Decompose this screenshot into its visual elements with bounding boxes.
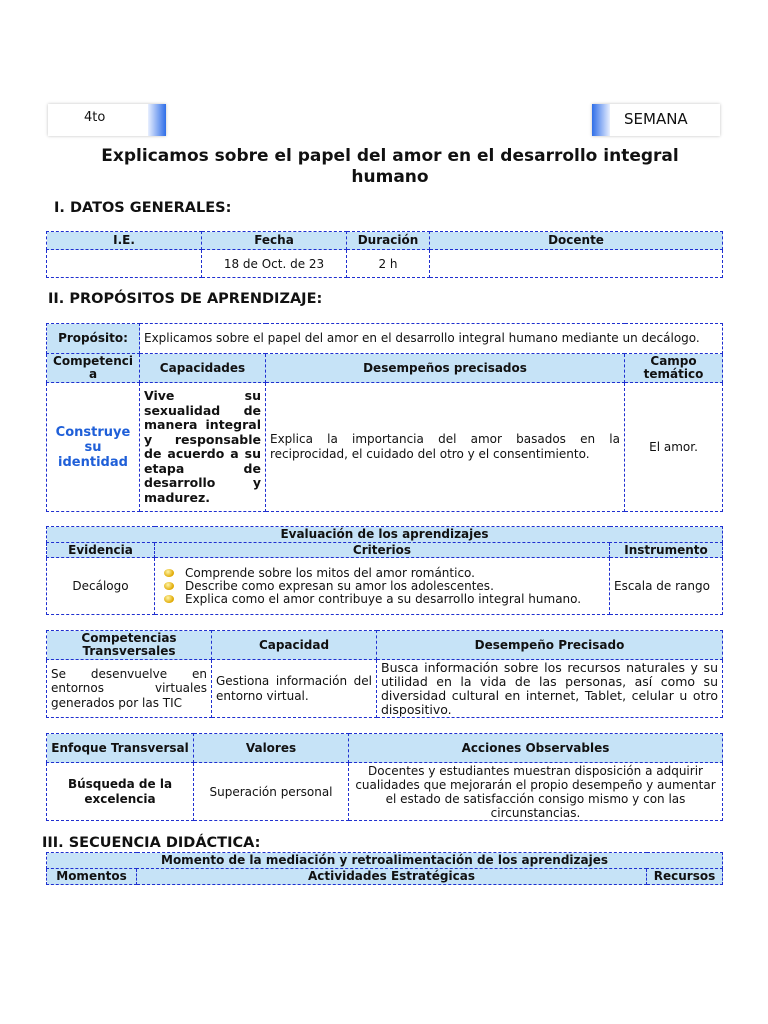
- competencia-value: Construye su identidad: [47, 383, 140, 512]
- section-secuencia: III. SECUENCIA DIDÁCTICA:: [42, 835, 261, 851]
- enfoque-value: Búsqueda de la excelencia: [47, 763, 194, 821]
- header-campo-tematico: Campo temático: [625, 354, 723, 383]
- transversales-table: [46, 630, 723, 718]
- header-valores: Valores: [194, 734, 349, 763]
- criterio-item: Explica como el amor contribuye a su desarrollo integral humano.: [159, 593, 605, 606]
- header-capacidades: Capacidades: [140, 354, 266, 383]
- grade-tag: [48, 104, 166, 136]
- week-tag-accent: [592, 104, 610, 136]
- valor-value: Superación personal: [194, 763, 349, 821]
- evaluacion-title: Evaluación de los aprendizajes: [47, 527, 723, 543]
- header-criterios: Criterios: [155, 543, 610, 558]
- instrumento-value: Escala de rango: [610, 558, 723, 615]
- header-instrumento: Instrumento: [610, 543, 723, 558]
- bullet-icon: [164, 595, 174, 603]
- desempeno-value: Explica la importancia del amor basados en la reciprocidad, el cuidado del otro y el consentimiento.: [266, 383, 625, 512]
- evaluacion-table: [46, 526, 723, 615]
- competencia-transversal-value: Se desenvuelve en entornos virtuales generados por las TIC: [47, 660, 212, 718]
- datos-generales-table: [46, 231, 723, 278]
- header-recursos: Recursos: [647, 869, 723, 885]
- header-ie: I.E.: [47, 232, 202, 250]
- criterio-item: Comprende sobre los mitos del amor romántico.: [159, 567, 605, 580]
- grade-tag-accent: [148, 104, 166, 136]
- bullet-icon: [164, 569, 174, 577]
- capacidad-transversal-value: Gestiona información del entorno virtual.: [212, 660, 377, 718]
- week-tag: [592, 104, 720, 136]
- criterio-item: Describe como expresan su amor los adolescentes.: [159, 580, 605, 593]
- header-desempeno-precisado: Desempeño Precisado: [377, 631, 723, 660]
- header-duracion: Duración: [347, 232, 430, 250]
- header-evidencia: Evidencia: [47, 543, 155, 558]
- criterios-list: [155, 558, 610, 615]
- enfoque-table: [46, 733, 723, 821]
- secuencia-title: Momento de la mediación y retroalimentación de los aprendizajes: [47, 853, 723, 869]
- propositos-table: [46, 323, 723, 512]
- header-enfoque: Enfoque Transversal: [47, 734, 194, 763]
- desempeno-transversal-value: Busca información sobre los recursos naturales y su utilidad en la vida de las personas, así como su diversidad cultural en internet, Tablet, celular u otro dispositivo.: [377, 660, 723, 718]
- docente-value: [430, 250, 723, 278]
- grade-label: 4to: [84, 110, 106, 125]
- proposito-label: Propósito:: [47, 324, 140, 354]
- header-fecha: Fecha: [202, 232, 347, 250]
- header-competencia: Competencia: [47, 354, 140, 383]
- page-title: Explicamos sobre el papel del amor en el desarrollo integral humano: [101, 146, 679, 187]
- acciones-value: Docentes y estudiantes muestran disposición a adquirir cualidades que mejorarán el propio desempeño y aumentar el estado de satisfacción consigo mismo y con las circunstancias.: [349, 763, 723, 821]
- campo-value: El amor.: [625, 383, 723, 512]
- fecha-value: 18 de Oct. de 23: [202, 250, 347, 278]
- header-acciones: Acciones Observables: [349, 734, 723, 763]
- capacidad-value: Vive su sexualidad de manera integral y responsable de acuerdo a su etapa de desarrollo y madurez.: [140, 383, 266, 512]
- duracion-value: 2 h: [347, 250, 430, 278]
- header-desempenos: Desempeños precisados: [266, 354, 625, 383]
- secuencia-table: [46, 852, 723, 885]
- section-datos-generales: I. DATOS GENERALES:: [54, 200, 232, 216]
- header-actividades: Actividades Estratégicas: [137, 869, 647, 885]
- header-competencias-transversales: Competencias Transversales: [47, 631, 212, 660]
- header-momentos: Momentos: [47, 869, 137, 885]
- ie-value: [47, 250, 202, 278]
- header-docente: Docente: [430, 232, 723, 250]
- bullet-icon: [164, 582, 174, 590]
- header-capacidad: Capacidad: [212, 631, 377, 660]
- section-propositos: II. PROPÓSITOS DE APRENDIZAJE:: [48, 291, 323, 307]
- week-label: SEMANA: [624, 110, 688, 128]
- evidencia-value: Decálogo: [47, 558, 155, 615]
- proposito-text: Explicamos sobre el papel del amor en el desarrollo integral humano mediante un decálogo.: [140, 324, 723, 354]
